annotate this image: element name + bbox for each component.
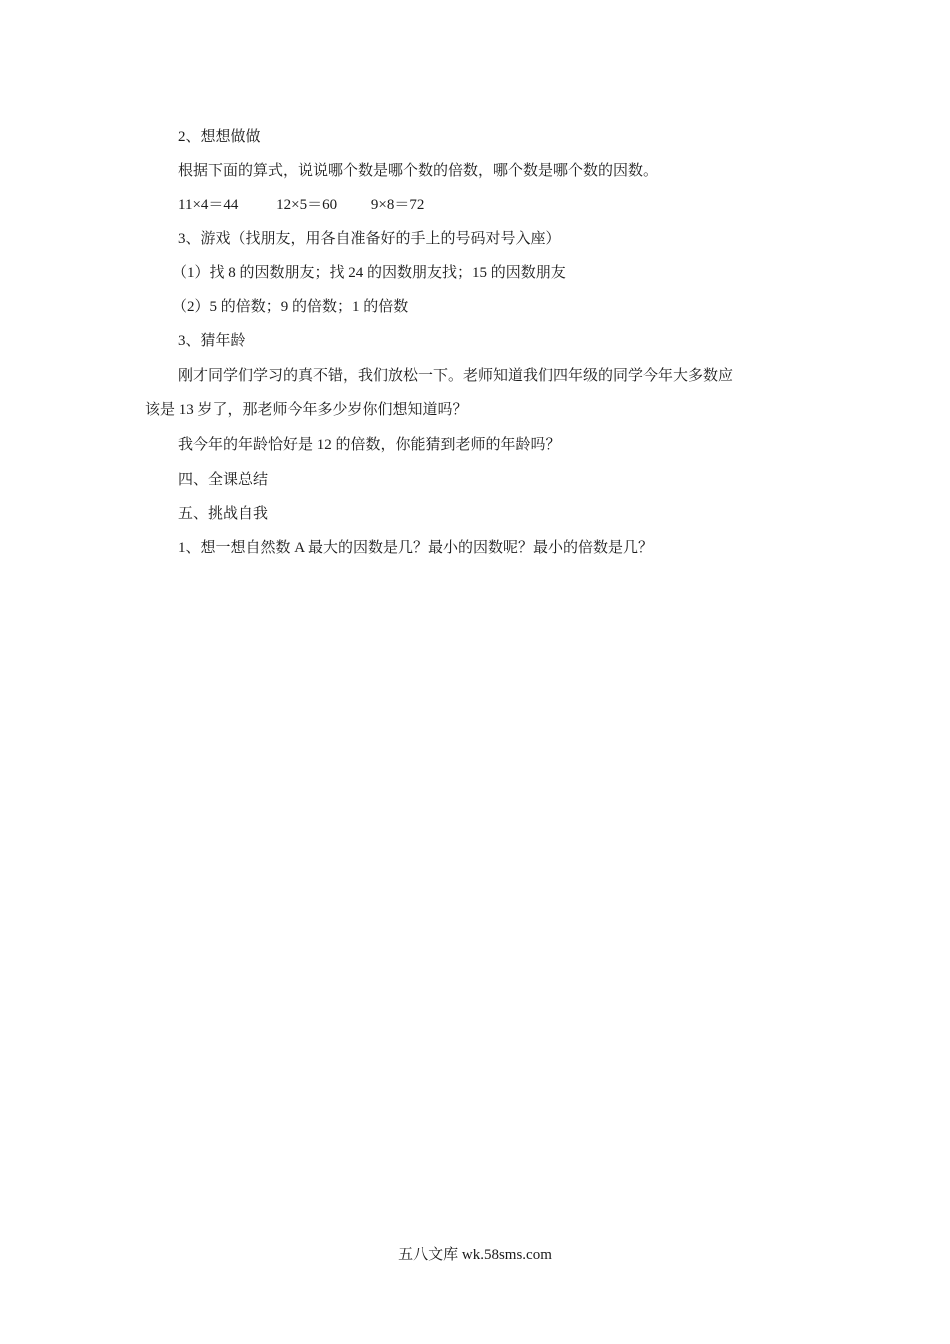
paragraph-line: 该是 13 岁了，那老师今年多少岁你们想知道吗？ bbox=[145, 402, 468, 418]
section-heading-guess-age: 3、猜年龄 bbox=[178, 333, 246, 349]
paragraph-line: 刚才同学们学习的真不错，我们放松一下。老师知道我们四年级的同学今年大多数应 bbox=[178, 368, 734, 384]
equation: 12×5＝60 bbox=[276, 197, 338, 213]
game-item-1: （1）找 8 的因数朋友；找 24 的因数朋友找；15 的因数朋友 bbox=[172, 265, 566, 281]
section-heading-summary: 四、全课总结 bbox=[178, 472, 269, 488]
instruction-paragraph: 根据下面的算式，说说哪个数是哪个数的倍数，哪个数是哪个数的因数。 bbox=[178, 163, 659, 179]
paragraph-line: 我今年的年龄恰好是 12 的倍数，你能猜到老师的年龄吗？ bbox=[178, 437, 561, 453]
challenge-question: 1、想一想自然数 A 最大的因数是几？最小的因数呢？最小的倍数是几？ bbox=[178, 540, 654, 556]
section-heading-challenge: 五、挑战自我 bbox=[178, 506, 269, 522]
section-heading-think-and-do: 2、想想做做 bbox=[178, 129, 261, 145]
equation: 11×4＝44 bbox=[178, 197, 239, 213]
equation-row bbox=[178, 195, 424, 215]
equation: 9×8＝72 bbox=[370, 197, 425, 213]
footer-watermark: 五八文库 wk.58sms.com bbox=[398, 1247, 552, 1263]
game-item-2: （2）5 的倍数；9 的倍数；1 的倍数 bbox=[172, 299, 409, 315]
section-heading-game: 3、游戏（找朋友，用各自准备好的手上的号码对号入座） bbox=[178, 231, 561, 247]
